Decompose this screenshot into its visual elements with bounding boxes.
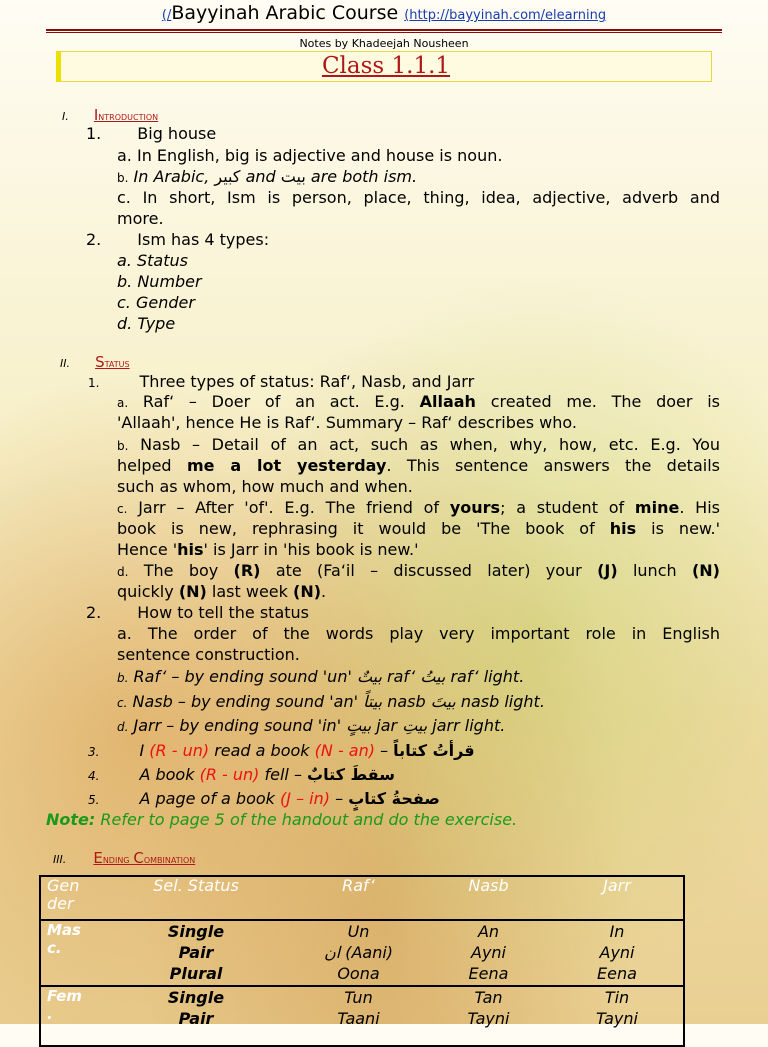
list-item: b. Nasb – Detail of an act, such as when, why, how, etc. E.g. You [117, 435, 720, 454]
cell-raf: ان (Aani) [323, 943, 394, 962]
list-item: 1. Big house [86, 124, 217, 143]
list-item: c. Gender [117, 293, 195, 312]
list-item: 5. A page of a book (J – in) – صفحةُ كتابٍ [88, 789, 440, 808]
header-raf: Raf‘ [342, 876, 375, 895]
gender-masc: Mas c. [47, 921, 81, 957]
list-item: c. Nasb – by ending sound 'an' بيتاً nasb بيتَ nasb light. [117, 692, 545, 711]
list-item: d. The boy (R) ate (Fa‘il – discussed later) your (J) lunch (N) [117, 561, 720, 580]
row-label: Pair [178, 943, 214, 962]
cell-raf: Un [347, 922, 370, 941]
cell-jarr: Eena [597, 964, 637, 983]
list-item: 'Allaah', hence He is Raf‘. Summary – Raf‘ describes who. [117, 413, 577, 432]
note-label: Note: [46, 810, 96, 829]
cell-raf: Taani [337, 1009, 380, 1028]
gender-fem: Fem . [47, 987, 82, 1023]
row-label: Plural [169, 964, 223, 983]
cell-nasb: Ayni [471, 943, 506, 962]
section-title: Introduction [93, 106, 159, 124]
list-item: 4. A book (R - un) fell – سقطَ كتابٌ [88, 765, 395, 784]
cell-raf: Tun [344, 988, 373, 1007]
list-item: d. Type [117, 314, 176, 333]
list-item: c. Jarr – After 'of'. E.g. The friend of yours; a student of mine. His [117, 498, 720, 517]
list-item: such as whom, how much and when. [117, 477, 413, 496]
list-item: 3. I (R - un) read a book (N - an) – قرأتُ كتاباً [88, 741, 475, 760]
list-item: a. In English, big is adjective and house is noun. [117, 146, 503, 165]
header-sel-status: Sel. Status [153, 876, 239, 895]
list-item: a. Raf‘ – Doer of an act. E.g. Allaah created me. The doer is [117, 392, 720, 411]
list-item: 2. Ism has 4 types: [86, 230, 270, 249]
cell-raf: Oona [337, 964, 380, 983]
header-rule [46, 29, 722, 31]
elearning-link[interactable]: http://bayyinah.com/elearning [409, 8, 607, 23]
header-prefix[interactable]: (/ [161, 8, 172, 23]
note [46, 809, 517, 830]
header-jarr: Jarr [603, 876, 631, 895]
section-ending-heading: III. Ending Combination [53, 849, 196, 867]
class-title: Class 1.1.1 [321, 53, 451, 79]
section-status-heading: II. Status [60, 353, 130, 371]
cell-nasb: An [477, 922, 500, 941]
list-item: sentence construction. [117, 645, 300, 664]
cell-jarr: In [609, 922, 625, 941]
row-label: Single [167, 922, 225, 941]
note-text: Refer to page 5 of the handout and do the exercise. [100, 810, 518, 829]
cell-jarr: Ayni [599, 943, 635, 962]
header-nasb: Nasb [468, 876, 509, 895]
list-item: c. In short, Ism is person, place, thing, idea, adjective, adverb and [117, 188, 720, 207]
section-number: I. [62, 110, 69, 123]
cell-jarr: Tayni [596, 1009, 638, 1028]
list-item: book is new, rephrasing it would be 'The book of his is new.' [117, 519, 721, 538]
header-link-open: ( [404, 8, 410, 23]
cell-nasb: Tan [474, 988, 503, 1007]
list-item: b. Number [117, 272, 202, 291]
list-item: quickly (N) last week (N). [117, 582, 327, 601]
row-label: Pair [178, 1009, 214, 1028]
list-item: a. The order of the words play very important role in English [117, 624, 720, 643]
list-item: more. [117, 209, 164, 228]
header-gender: Gen der [47, 876, 80, 913]
header-rule-thin [46, 32, 722, 33]
cell-jarr: Tin [604, 988, 630, 1007]
list-item: b. In Arabic, كبير and بيت are both ism. [117, 167, 418, 186]
list-item: b. Raf‘ – by ending sound 'un' بيتٌ raf‘ بيتُ raf‘ light. [117, 667, 525, 686]
ending-table [39, 875, 685, 1047]
row-label: Single [167, 988, 225, 1007]
list-item: d. Jarr – by ending sound 'in' بيتٍ jar بيتِ jarr light. [117, 716, 506, 735]
table-row [40, 986, 684, 1046]
table-row [40, 920, 684, 986]
list-item: a. Status [117, 251, 188, 270]
cell-nasb: Tayni [467, 1009, 510, 1028]
list-item: helped me a lot yesterday. This sentence answers the details [117, 456, 720, 475]
list-item: 2. How to tell the status [86, 603, 310, 622]
course-header [0, 0, 768, 29]
list-item: 1. Three types of status: Raf‘, Nasb, and Jarr [88, 372, 475, 391]
table-header-row [40, 876, 684, 920]
list-item: Hence 'his' is Jarr in 'his book is new.' [117, 540, 419, 559]
cell-nasb: Eena [468, 964, 509, 983]
notes-by: Notes by Khadeejah Nousheen [299, 37, 469, 50]
class-title-box [56, 51, 712, 82]
course-title: Bayyinah Arabic Course [171, 2, 399, 24]
